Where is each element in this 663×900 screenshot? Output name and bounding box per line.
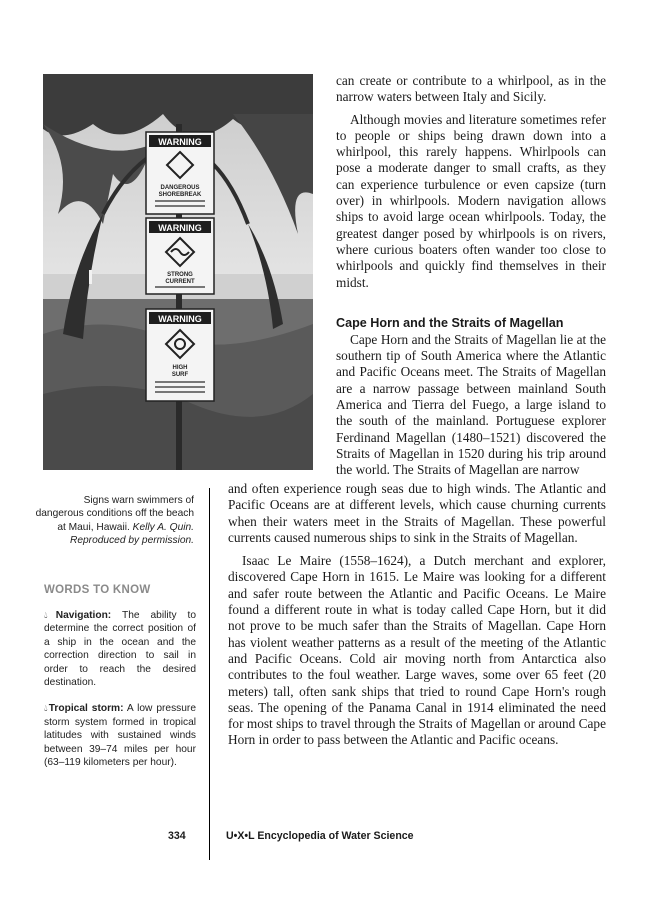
sign1-label1: DANGEROUS [160, 185, 200, 191]
words-to-know-title: WORDS TO KNOW [44, 584, 151, 596]
words-to-know-box [44, 584, 196, 782]
caption-text: Signs warn swimmers of dangerous conditions off the beach at Maui, Hawaii. [35, 495, 194, 533]
droplet-icon: 💧︎ [44, 703, 49, 714]
page-number: 334 [168, 830, 186, 842]
wtk-entry-tropical-storm [44, 702, 196, 769]
sign1-header: WARNING [158, 137, 202, 147]
wtk-definition: A low pressure storm system formed in tropical latitudes with sustained winds between 39–74 miles per hour (63–119 kilometers per hour). [44, 703, 196, 769]
paragraph-whirlpool-intro: can create or contribute to a whirlpool, as in the narrow waters between Italy and Sicily. [336, 73, 606, 105]
wtk-entry-navigation [44, 609, 196, 689]
right-column-text [336, 73, 606, 479]
wtk-term: Navigation: [55, 610, 112, 621]
paragraph-le-maire: Isaac Le Maire (1558–1624), a Dutch merchant and explorer, discovered Cape Horn in 1615. Le Maire was looking for a different and safer route between the Atlantic and Pacific Oceans. Le Maire found a different route in what is today called Cape Horn, but it did not prove to be much safer than the Straits of Magellan. Cape Horn has violent weather patterns as a result of the meeting of the Atlantic and Pacific Oceans. Cold air moving north from Antarctica also contributes to the foul weather. Large waves, some over 65 feet (20 meters) tall, often sank ships that tried to round Cape Horn's rough seas. The opening of the Panama Canal in 1914 eliminated the need for most ships to travel through the Straits of Magellan or around Cape Horn in order to pass between the Atlantic and Pacific oceans. [228, 553, 606, 748]
sign2-label1: STRONG [167, 272, 193, 278]
sign2-header: WARNING [158, 223, 202, 233]
wtk-term: Tropical storm: [48, 703, 124, 715]
sign1-label2: SHOREBREAK [158, 192, 202, 198]
caption-credit: Kelly A. Quin. Reproduced by permission. [69, 521, 194, 546]
photo-illustration [43, 74, 313, 470]
photo-caption [34, 494, 194, 547]
sign2-label2: CURRENT [165, 279, 195, 285]
sign3-label1: HIGH [172, 365, 188, 371]
sign3-header: WARNING [158, 314, 202, 324]
wtk-definition: The ability to determine the correct position of a ship in the ocean and the correction direction to sail in order to reach the desired destination. [44, 610, 196, 689]
column-divider [209, 488, 210, 860]
paragraph-whirlpool-danger: Although movies and literature sometimes refer to people or ships being drawn down into a whirlpool, this rarely happens. Whirlpools can pose a moderate danger to small crafts, as they can experience turbulence or even capsize (turn over) in whirlpools. Modern navigation allows ships to avoid large ocean whirlpools. Today, the greatest danger posed by whirlpools is on rivers, where curious boaters often wander too close to whirlpools and quickly find themselves in their midst. [336, 111, 606, 290]
sign3-label2: SURF [171, 372, 189, 378]
paragraph-cape-horn-intro: Cape Horn and the Straits of Magellan lie at the southern tip of South America where the Atlantic and Pacific Oceans meet. The Straits of Magellan are a narrow passage between mainland South America and Tierra del Fuego, a large island to the south of the mainland. Portuguese explorer Ferdinand Magellan (1480–1521) discovered the Straits of Magellan in 1520 during his trip around the world. The Straits of Magellan are narrow [336, 331, 606, 478]
paragraph-straits-continued: and often experience rough seas due to high winds. The Atlantic and Pacific Oceans are at different levels, which cause churning currents when their waters meet in the Straits of Magellan. These powerful currents caused numerous ships to sink in the Straits of Magellan. [228, 481, 606, 545]
droplet-icon: 💧︎ [44, 610, 56, 620]
book-title: U•X•L Encyclopedia of Water Science [226, 830, 414, 842]
wide-column-text [228, 481, 606, 749]
warning-signs-photo [43, 74, 313, 470]
section-heading: Cape Horn and the Straits of Magellan [336, 315, 564, 330]
